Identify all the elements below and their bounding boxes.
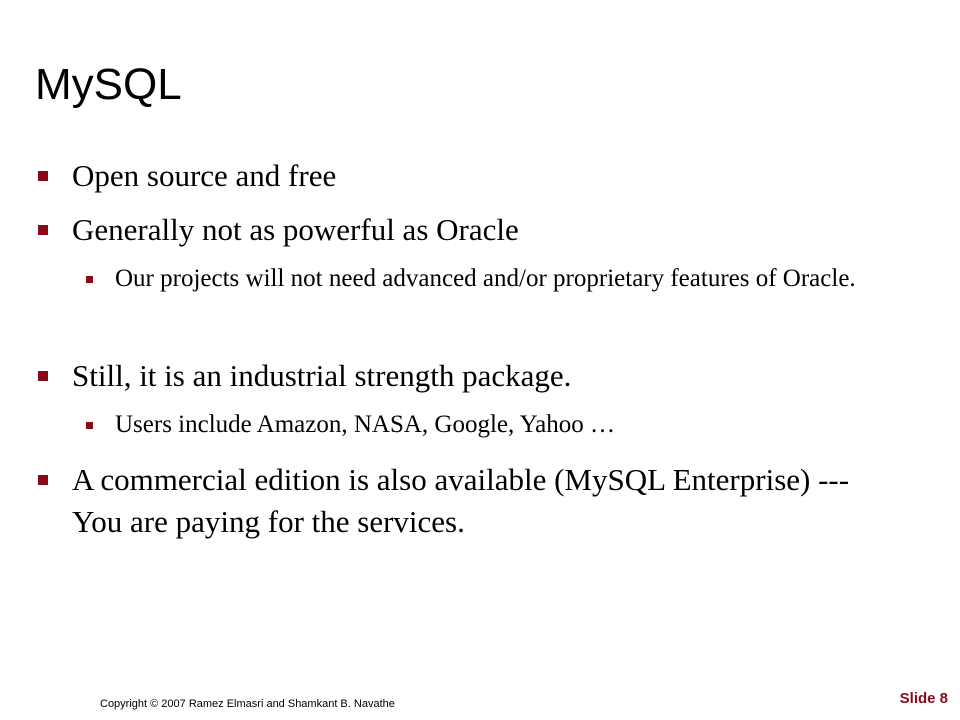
square-bullet-icon (38, 171, 48, 181)
bullet-text: Generally not as powerful as Oracle (72, 212, 519, 247)
bullet-item (72, 459, 892, 543)
slide-number: Slide 8 (899, 690, 948, 707)
bullet-text: Open source and free (72, 158, 337, 193)
sub-bullet-item (115, 263, 895, 295)
bullet-item (72, 155, 892, 197)
bullet-item (72, 209, 892, 251)
square-bullet-icon (38, 225, 48, 235)
square-bullet-icon (38, 371, 48, 381)
bullet-text: Still, it is an industrial strength package. (72, 358, 572, 393)
sub-bullet-item (115, 409, 895, 441)
bullet-item (72, 355, 892, 397)
bullet-text: A commercial edition is also available (MySQL Enterprise) --- You are paying for the services. (72, 462, 850, 539)
slide-title: MySQL (35, 60, 182, 109)
bullet-text: Users include Amazon, NASA, Google, Yahoo … (115, 411, 615, 438)
square-bullet-icon (38, 475, 48, 485)
bullet-text: Our projects will not need advanced and/or proprietary features of Oracle. (115, 265, 856, 292)
copyright-notice: Copyright © 2007 Ramez Elmasri and Shamkant B. Navathe (100, 698, 395, 710)
square-bullet-icon (86, 422, 93, 429)
square-bullet-icon (86, 276, 93, 283)
